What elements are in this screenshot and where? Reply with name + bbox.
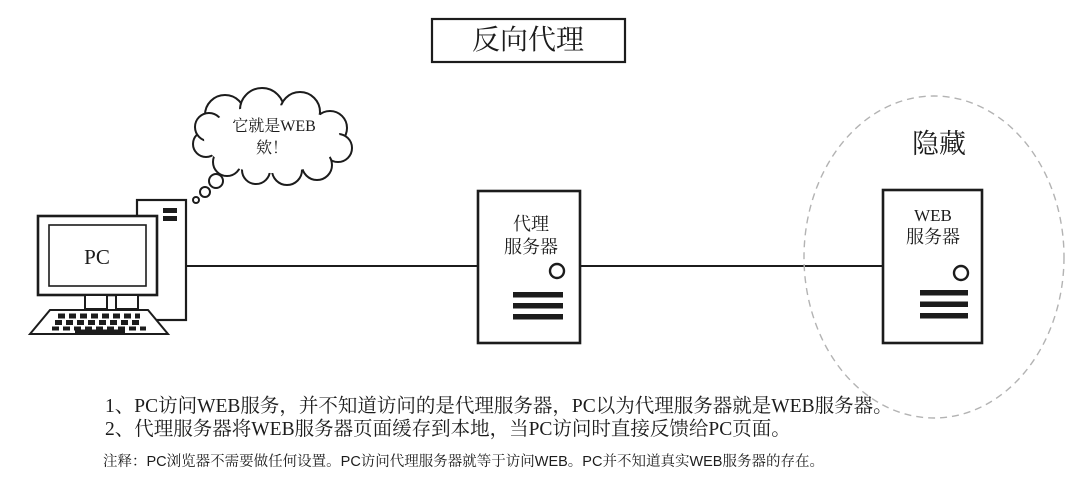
proxy-server-vent-2 (513, 303, 563, 309)
hidden-zone-label: 隐藏 (912, 129, 966, 159)
web-server (883, 190, 982, 343)
note-line-1: 1、PC访问WEB服务，并不知道访问的是代理服务器，PC以为代理服务器就是WEB服务器。 (105, 396, 893, 417)
proxy-server-vent-3 (513, 314, 563, 320)
page-title: 反向代理 (471, 25, 585, 56)
pc-tower-slot-2 (163, 216, 177, 221)
proxy-server-label-line2: 服务器 (504, 237, 558, 257)
proxy-server-vent-1 (513, 292, 563, 298)
thought-dot-large (209, 174, 223, 188)
proxy-server-label-line1: 代理 (513, 214, 549, 234)
pc-stand-right (116, 295, 138, 309)
web-server-vent-1 (920, 290, 968, 296)
pc-computer (30, 200, 186, 334)
annotation-note: 注释：PC浏览器不需要做任何设置。PC访问代理服务器就等于访问WEB。PC并不知道真实WEB服务器的存在。 (103, 454, 824, 470)
thought-dot-medium (200, 187, 210, 197)
proxy-server-power-light (550, 264, 564, 278)
thought-bubble-text-line1: 它就是WEB (232, 118, 316, 135)
pc-tower-slot-1 (163, 208, 177, 213)
proxy-server (478, 191, 580, 343)
thought-dot-small (193, 197, 199, 203)
web-server-label-line2: 服务器 (906, 227, 960, 247)
web-server-vent-3 (920, 313, 968, 319)
cloud-fill (204, 105, 340, 173)
title-box (432, 19, 625, 62)
web-server-power-light (954, 266, 968, 280)
web-server-label-line1: WEB (914, 206, 952, 225)
pc-stand-left (85, 295, 107, 309)
note-line-2: 2、代理服务器将WEB服务器页面缓存到本地，当PC访问时直接反馈给PC页面。 (105, 419, 791, 440)
pc-label: PC (84, 245, 110, 269)
web-server-vent-2 (920, 302, 968, 308)
thought-bubble-text-line2: 欸！ (255, 140, 289, 157)
